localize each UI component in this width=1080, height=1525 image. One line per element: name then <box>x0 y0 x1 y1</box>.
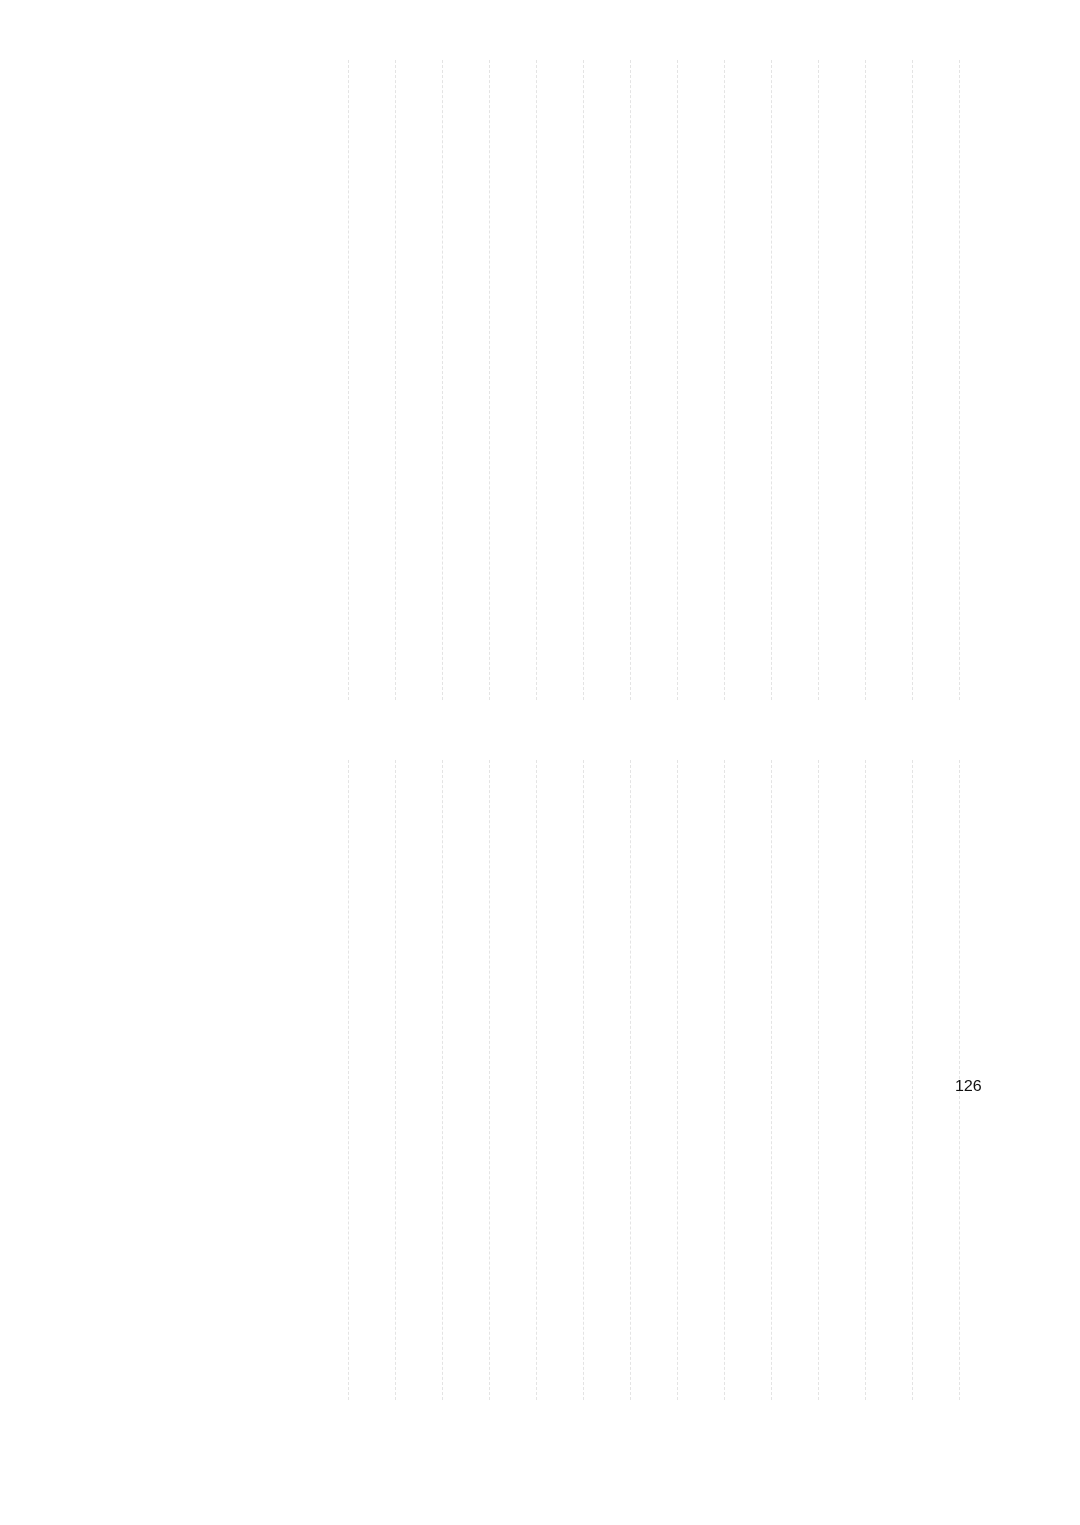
text-column-placeholder <box>794 760 819 1400</box>
text-column-placeholder <box>888 60 913 700</box>
text-column-placeholder <box>888 760 913 1400</box>
text-column-placeholder <box>606 760 631 1400</box>
text-column-placeholder <box>700 760 725 1400</box>
text-column-placeholder <box>935 60 960 700</box>
text-block-top <box>120 60 960 700</box>
text-column-placeholder <box>841 760 866 1400</box>
text-column-placeholder <box>559 60 584 700</box>
text-column-placeholder <box>465 60 490 700</box>
text-column-placeholder <box>653 760 678 1400</box>
text-column-placeholder <box>324 60 349 700</box>
text-column-placeholder <box>418 760 443 1400</box>
text-column-placeholder <box>794 60 819 700</box>
text-column-placeholder <box>512 60 537 700</box>
text-column-placeholder <box>700 60 725 700</box>
text-column-placeholder <box>465 760 490 1400</box>
text-column-placeholder <box>371 760 396 1400</box>
text-column-placeholder <box>606 60 631 700</box>
text-column-placeholder <box>559 760 584 1400</box>
text-column-placeholder <box>747 60 772 700</box>
text-column-placeholder <box>324 760 349 1400</box>
text-column-placeholder <box>371 60 396 700</box>
text-block-bottom <box>120 760 960 1400</box>
text-column-placeholder <box>653 60 678 700</box>
text-column-placeholder <box>747 760 772 1400</box>
text-column-placeholder <box>418 60 443 700</box>
page-number: 126 <box>955 1078 982 1095</box>
text-column-placeholder <box>841 60 866 700</box>
text-column-placeholder <box>512 760 537 1400</box>
